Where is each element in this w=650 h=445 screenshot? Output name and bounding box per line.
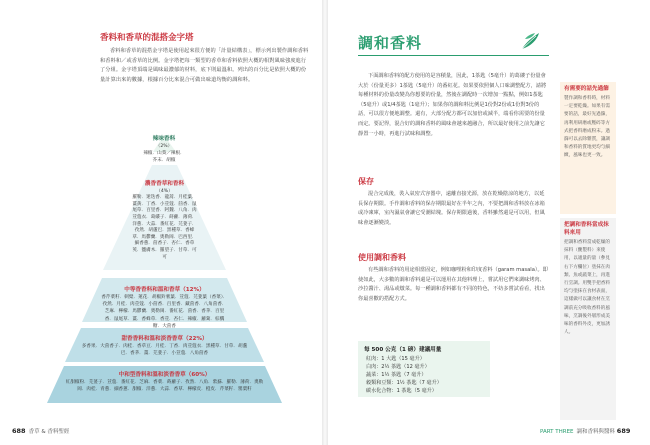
- usage-box: [358, 341, 490, 397]
- sidebar-sift: [560, 82, 616, 214]
- sidebar-rub: [560, 218, 616, 420]
- sidebar-sift-text: 製作調和香料時，材料一定要乾燥。如果有需要的話，最好先過篩，再利用研磨或壓碎等方式把香料磨成粉末。過篩可以去除雜質，讓調和香料的質地更均勻細緻，風味也更一致。: [564, 96, 610, 159]
- tier2-name: 濃香香草和香料: [144, 181, 185, 187]
- sidebar-rub-title: 把調和香料當成抹料來用: [564, 222, 609, 236]
- page-title: 調和香料: [358, 34, 423, 52]
- tier2-pct: （4%）: [156, 189, 173, 194]
- sidebar-rub-text: 把調和香料當成乾燥的抹料（醃製料）來使用，以適量的量（參見右下方欄位）塗抹在肉類、魚或蔬菜上，再進行烹調。用雙手把香料均勻塗抹在食材表面，這樣做可以讓食材在烹調前充分吸收香料的風味，烹調後外層形成美味的香料外皮，更加誘人。: [564, 240, 610, 336]
- leaf-icon: [519, 31, 541, 51]
- tier2-label: [118, 180, 211, 261]
- usage-item: 紅肉：1 大匙（15 毫升）: [366, 356, 425, 362]
- paragraph-1: 下面調和香料的配方使用的是容積量，因此，1茶匙（5毫升）的葛縷子份量會大於（份量更多）1茶匙（5毫升）的番紅花。如果要依照個人口味調整配方，請將每種材料的份量改變為你想要的份量，然後在調配時一次增加一點點，例如1茶匙（5毫升）或1/4茶匙（1毫升）；如果你的調和料比例是1份對2份或1份對3份的話，可以很方便地調整。還有，大部分配方都可以加倍或減半，端看你需要的份量而定。要記得，混合好的調和香料的風味會越來越融合，所以最好使用之前先讓它靜置一小時，再進行試味和調整。: [358, 73, 547, 137]
- subheading-storage: 保存: [358, 177, 374, 186]
- tier4-label: [74, 335, 255, 357]
- running-head-part: PART THREE: [540, 429, 574, 435]
- usage-box-title: 每 500 公克（1 磅）建議用量: [364, 347, 442, 353]
- left-folio: [12, 427, 69, 435]
- title-rule: [358, 55, 549, 56]
- apex-name: 辣味香料: [152, 136, 176, 142]
- base-tier-label: [58, 371, 271, 393]
- intro-paragraph: 香料和香草的混搭金字塔是使用起來很方便的「計量結構表」，標示列出製作調和香料和香料和／或香草的比例。金字塔把每一類型的香草和香料依照大概的相對風味強度進行了分組。金字塔頂端是風味最濃郁的材料，底下則最溫和。列出的百分比是依照大概的份量計算出來的數據，根據百分比來混合可做出味道均衡的調和料。: [100, 48, 309, 83]
- usage-item: 穀類和豆類：1½ 茶匙（7 毫升）: [366, 380, 442, 386]
- right-running-head: 調和香料與醬料: [576, 429, 616, 435]
- section-title: 香料和香草的混搭金字塔: [100, 33, 194, 43]
- right-page-number: 689: [616, 427, 631, 435]
- paragraph-2: 混合完成後，裝入氣密式容器中，遠離直接光源，放在乾燥陰涼的地方，以延長保存期限。手作調和香料的保存期限最好在半年之內，不要把調和香料放在冰箱或冷凍庫，室內濕氣會讓它受潮結塊。保存期限過後，香料雖然還是可以用，但風味會逐漸變淡。: [358, 191, 545, 226]
- usage-item: 白肉：2½ 茶匙（12 毫升）: [366, 364, 430, 370]
- left-page-number: 688: [12, 427, 26, 435]
- usage-item: 蔬菜：1½ 茶匙（7 毫升）: [366, 372, 427, 378]
- subheading-usage: 使用調和香料: [358, 253, 406, 262]
- base-items: 紅甜椒粉．芫荽子．荳蔻．番紅花．芝麻．香菜．蒔蘿子．孜然．八角．紫蘇．羅勒．薄荷．奧勒岡．肉桂．青蔥．細香蔥．甜椒．洋蔥．大蒜．香草．檸檬皮．橙皮．芹菜籽．罌粟籽: [65, 380, 264, 393]
- tier4-name: 甜香香料和溫和淡香香草（22%）: [121, 336, 208, 342]
- apex-pct: （2%）: [155, 144, 173, 149]
- tier3-name: 中等香香料和溫和香草（12%）: [124, 287, 205, 293]
- apex-items: 辣椒．山葵／辣根．芥末．胡椒: [143, 151, 185, 164]
- tier2-items: 羅勒．迷迭香．龍蒿．月桂葉．薑黃．丁香．小荳蔻．茴香．鼠尾草．百里香．阿魏．八角．肉荳蔻衣．葛縷子．蒔蘿．薄荷．洋蔥．大蒜．番紅花．芫荽子．孜然．胡蘆巴．黑種草．香蜂草．馬鬱蘭．奧勒岡．巴西里．細香蔥．茴香子．杏仁．香草莢．鹽膚木．羅望子．甘草．可可: [132, 195, 197, 260]
- right-folio: [540, 427, 630, 435]
- tier4-items: 多香果．大茴香子．肉桂．香草豆．月桂．丁香．肉荳蔻衣．黑種草．甘草．胡蘆巴．香茅．薑．芫荽子．小荳蔻．八角茴香: [81, 344, 248, 357]
- apex-tier-label: [134, 135, 194, 165]
- paragraph-3: 有些調和香料的用途相當固定，例如咖哩粉和印度香料（garam masala）。即使如此，大多數的調和香料還是可以運用在其他料理上，嘗試用它們來調味烤肉、沙拉醬汁、湯品或燉菜。每一種調和香料都有不同的特色，不妨多嘗試看看，找出你最喜歡的搭配方式。: [358, 267, 548, 302]
- sidebar-sift-title: 有需要的話先過篩: [564, 86, 609, 92]
- tier3-label: [92, 286, 237, 330]
- usage-item: 碳水化合物：1 茶匙（5 毫升）: [366, 388, 437, 394]
- base-name: 中和型香料和溫和淡香香草（60%）: [118, 372, 211, 378]
- tier3-items: 香芹菜籽．刺檗．蓮花．胡椒鈴薯葉．荳蔻．芫荽葉（香菜）．孜然．月桂．肉荳蔻．小茴香．百里香．藏茴香．八角茴香．芝麻．檸檬．馬鬱蘭．奧勒岡．番紅花．茴香．香茅．百里香．鼠尾草．薑．香蜂草．香荳．杏仁．辣椒．蘿蔔．棕櫚糖．大茴香: [101, 295, 228, 329]
- left-running-head: 香草 & 香料聖經: [28, 429, 70, 435]
